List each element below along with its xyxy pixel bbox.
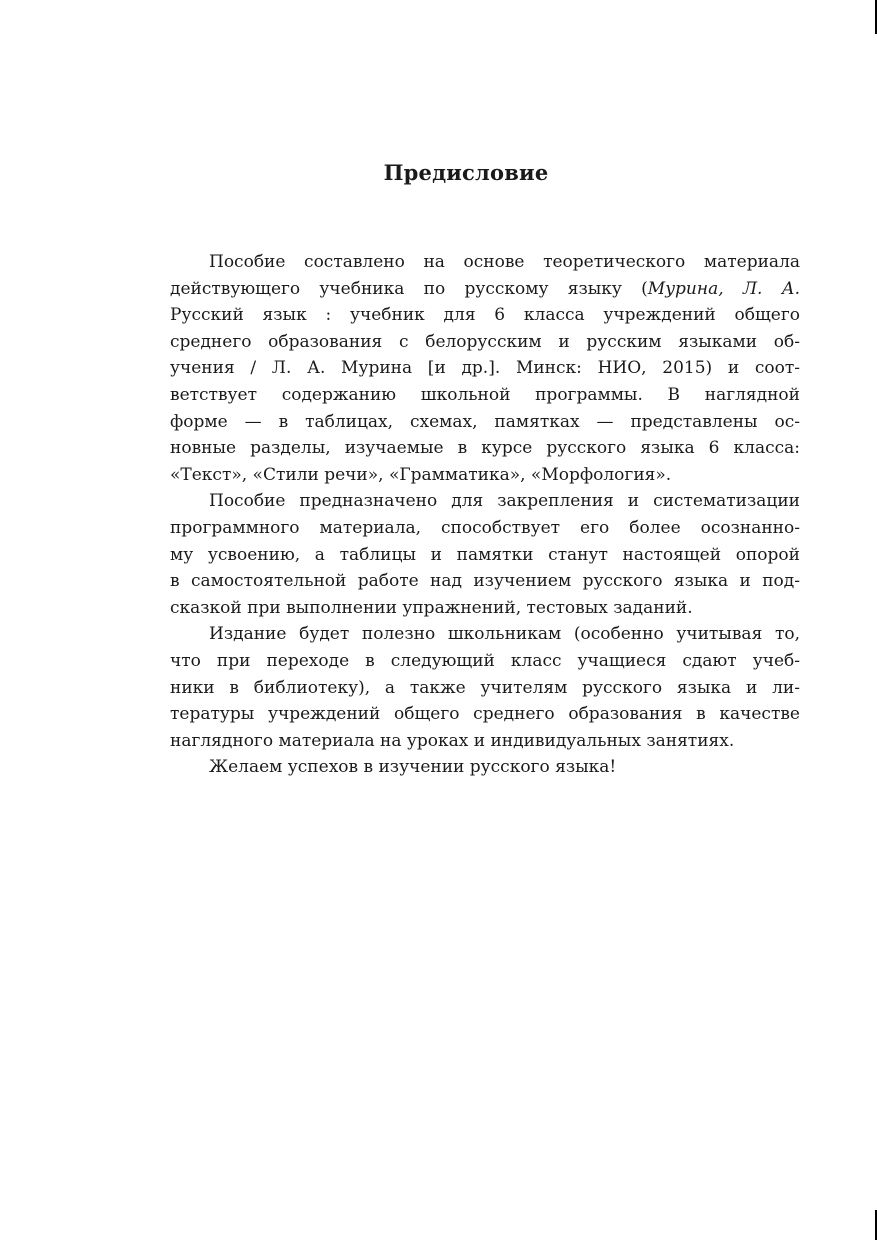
paragraph-line: Желаем успехов в изучении русского языка! [209, 757, 617, 778]
paragraph-line: му усвоению, а таблицы и памятки станут настоящей опорой [170, 544, 800, 565]
paragraph-line: Русский язык : учебник для 6 класса учреждений общего [170, 305, 800, 326]
paragraph-line: в самостоятельной работе над изучением русского языка и под- [170, 571, 800, 592]
paragraph-line: новные разделы, изучаемые в курсе русского языка 6 класса: [170, 438, 800, 459]
paragraph-line: Пособие предназначено для закрепления и систематизации [209, 491, 800, 512]
paragraph-line: Издание будет полезно школьникам (особенно учитывая то, [209, 624, 800, 645]
paragraph-1 [131, 249, 800, 488]
paragraph-line: ники в библиотеку), а также учителям русского языка и ли- [170, 677, 800, 698]
paragraph-line: программного материала, способствует его более осознанно- [170, 517, 800, 538]
page-title: Предисловие [383, 160, 549, 185]
preface-body [131, 249, 800, 781]
paragraph-line: Пособие составлено на основе теоретического материала [209, 252, 800, 272]
line-text: действующего учебника по русскому языку ( [170, 278, 648, 299]
paragraph-3 [131, 621, 800, 754]
paragraph-line: наглядного материала на уроках и индивидуальных занятиях. [170, 730, 735, 751]
paragraph-line: ветствует содержанию школьной программы. В наглядной [170, 384, 800, 405]
paragraph-line [131, 276, 800, 303]
paragraph-line: «Текст», «Стили речи», «Грамматика», «Морфология». [170, 464, 672, 485]
paragraph-line: среднего образования с белорусским и русским языками об- [170, 331, 800, 352]
paragraph-2 [131, 488, 800, 621]
paragraph-4 [131, 754, 800, 781]
paragraph-line: учения / Л. А. Мурина [и др.]. Минск: НИО, 2015) и соот- [170, 358, 800, 379]
paragraph-line: что при переходе в следующий класс учащиеся сдают учеб- [170, 650, 800, 671]
paragraph-line: форме — в таблицах, схемах, памятках — представлены ос- [170, 411, 800, 432]
paragraph-line: тературы учреждений общего среднего образования в качестве [170, 704, 800, 725]
paragraph-line: сказкой при выполнении упражнений, тестовых заданий. [170, 597, 693, 618]
citation-author: Мурина, Л. А. [647, 278, 800, 299]
